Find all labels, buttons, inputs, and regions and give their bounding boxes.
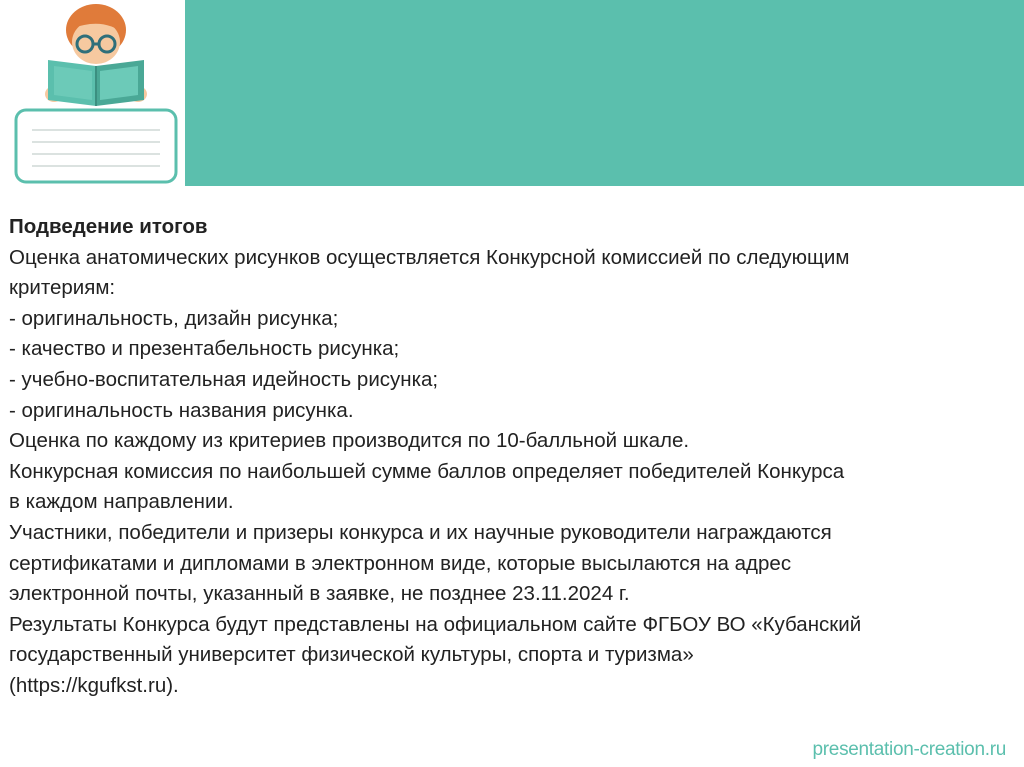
body-line: - оригинальность названия рисунка. <box>9 398 354 422</box>
body-line: электронной почты, указанный в заявке, не позднее 23.11.2024 г. <box>9 582 630 606</box>
body-line: в каждом направлении. <box>9 490 234 514</box>
body-line: Конкурсная комиссия по наибольшей сумме баллов определяет победителей Конкурса <box>9 459 845 483</box>
body-line: критериям: <box>9 276 116 300</box>
reading-child-icon <box>10 0 182 186</box>
slide-heading: Подведение итогов <box>9 215 208 238</box>
body-line: (https://kgufkst.ru). <box>9 673 179 697</box>
header-banner <box>185 0 1024 186</box>
body-line: Участники, победители и призеры конкурса и их научные руководители награждаются <box>9 520 832 544</box>
body-line: сертификатами и дипломами в электронном виде, которые высылаются на адрес <box>9 551 792 575</box>
watermark: presentation-creation.ru <box>812 739 1006 760</box>
body-line: Оценка по каждому из критериев производится по 10-балльной шкале. <box>9 429 690 453</box>
slide-body <box>9 212 1009 702</box>
body-line: государственный университет физической культуры, спорта и туризма» <box>9 643 694 667</box>
body-line: Оценка анатомических рисунков осуществляется Конкурсной комиссией по следующим <box>9 245 850 269</box>
body-line: - учебно-воспитательная идейность рисунка; <box>9 367 439 391</box>
body-line: - качество и презентабельность рисунка; <box>9 337 400 361</box>
body-line: - оригинальность, дизайн рисунка; <box>9 306 339 330</box>
body-line: Результаты Конкурса будут представлены на официальном сайте ФГБОУ ВО «Кубанский <box>9 612 862 636</box>
